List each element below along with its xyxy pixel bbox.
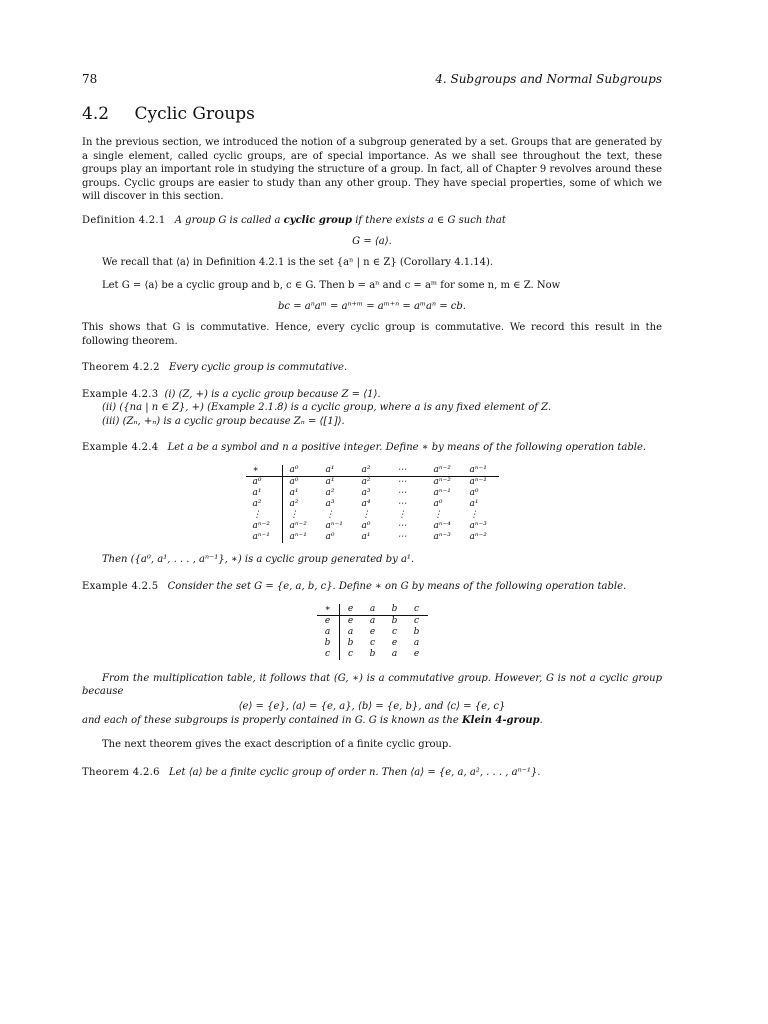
table-cell: ⋯ bbox=[397, 487, 407, 498]
table-row bbox=[317, 638, 428, 649]
klein-term: Klein 4-group bbox=[461, 714, 540, 726]
table-cell: ⋯ bbox=[397, 476, 407, 487]
section-heading bbox=[82, 104, 662, 124]
table-cell: aⁿ⁻¹ bbox=[433, 487, 451, 498]
table-header-row bbox=[246, 465, 499, 477]
table-cell: a² bbox=[361, 476, 371, 487]
table-cell: a⁴ bbox=[361, 498, 371, 509]
table-cell: a³ bbox=[361, 487, 371, 498]
table-cell: ⋮ bbox=[289, 509, 299, 520]
example-4-2-5 bbox=[82, 580, 662, 594]
table-cell: c bbox=[413, 615, 420, 626]
table-cell: aⁿ⁻¹ bbox=[246, 532, 283, 543]
example-4-2-4-then: Then ({a⁰, a¹, . . . , aⁿ⁻¹}, ∗) is a cyclic group generated by a¹. bbox=[102, 553, 415, 565]
definition-4-2-1 bbox=[82, 214, 662, 228]
table-cell: aⁿ⁻³ bbox=[433, 531, 451, 542]
page-number: 78 bbox=[82, 72, 98, 86]
table-header-cell: ∗ bbox=[317, 604, 340, 616]
table-cell: b bbox=[347, 637, 354, 648]
klein-end: . bbox=[539, 714, 543, 726]
example-4-2-4-text: Let a be a symbol and n a positive integer. Define ∗ by means of the following operation table. bbox=[167, 442, 647, 453]
table-cell: aⁿ⁻¹ bbox=[469, 476, 487, 487]
table-cell: a⁰ bbox=[433, 498, 443, 509]
table-cell: a bbox=[391, 648, 398, 659]
definition-text-before: A group G is called a bbox=[174, 214, 281, 226]
table-header-cell: c bbox=[406, 604, 428, 616]
table-cell: aⁿ⁻² bbox=[433, 476, 451, 487]
table-cell: b bbox=[391, 615, 398, 626]
table-header-cell: ∗ bbox=[246, 465, 283, 477]
table-cell: a² bbox=[246, 499, 283, 510]
example-4-2-5-text: Consider the set G = {e, a, b, c}. Define ∗ on G by means of the following operation table. bbox=[167, 581, 627, 592]
table-cell: a⁰ bbox=[325, 531, 335, 542]
table-cell: aⁿ⁻¹ bbox=[325, 520, 343, 531]
table-row bbox=[246, 499, 499, 510]
table-cell: aⁿ⁻² bbox=[289, 520, 307, 531]
table-cell: a¹ bbox=[325, 476, 335, 487]
table-cell: ⋯ bbox=[397, 531, 407, 542]
table-cell: a⁰ bbox=[361, 520, 371, 531]
table-cell: a bbox=[317, 627, 340, 638]
page bbox=[82, 70, 662, 779]
table-cell: a¹ bbox=[469, 498, 479, 509]
table-cell: c bbox=[391, 626, 398, 637]
theorem-4-2-6-label: Theorem 4.2.6 bbox=[82, 766, 160, 778]
table-cell: ⋯ bbox=[397, 498, 407, 509]
section-title: Cyclic Groups bbox=[134, 104, 255, 124]
example-4-2-3-i: (i) (Z, +) is a cyclic group because Z = ⟨1⟩. bbox=[164, 388, 381, 400]
table-cell: ⋯ bbox=[397, 520, 407, 531]
table-cell: b bbox=[369, 648, 376, 659]
table-cell: a bbox=[369, 615, 376, 626]
table-header-row bbox=[317, 604, 428, 616]
table-cell: e bbox=[391, 637, 398, 648]
table-cell: a⁰ bbox=[246, 476, 283, 488]
table-cell: aⁿ⁻³ bbox=[469, 520, 487, 531]
table-row bbox=[246, 521, 499, 532]
table-row bbox=[317, 649, 428, 660]
recall-paragraph: We recall that ⟨a⟩ in Definition 4.2.1 is the set {aⁿ | n ∈ Z} (Corollary 4.1.14). bbox=[102, 257, 494, 268]
intro-paragraph: In the previous section, we introduced the notion of a subgroup generated by a set. Groups that are generated by a single element, called cyclic groups, are of special importance. As we shall see throughout the text, these groups play an important role in studying the structure of a group. In fact, all of Chapter 9 revolves around these groups. Cyclic groups are easier to study than any other group. They have special properties, some of which we will discover in this section. bbox=[82, 137, 662, 202]
klein-paragraph bbox=[82, 714, 662, 728]
table-cell: ⋮ bbox=[397, 509, 407, 520]
operation-table-cyclic bbox=[246, 465, 499, 543]
table-header-cell: a² bbox=[355, 465, 391, 477]
table-header-cell: ⋯ bbox=[391, 465, 427, 477]
table-cell: e bbox=[413, 648, 420, 659]
theorem-4-2-6-text: Let ⟨a⟩ be a finite cyclic group of order n. Then ⟨a⟩ = {e, a, a², . . . , aⁿ⁻¹}. bbox=[168, 766, 541, 778]
example-4-2-5-label: Example 4.2.5 bbox=[82, 581, 159, 592]
table-cell: c bbox=[317, 649, 340, 660]
example-4-2-3 bbox=[82, 388, 662, 429]
definition-text-after: if there exists a ∈ G such that bbox=[355, 214, 506, 226]
theorem-4-2-2 bbox=[82, 361, 662, 375]
subgroups-display: ⟨e⟩ = {e}, ⟨a⟩ = {e, a}, ⟨b⟩ = {e, b}, and ⟨c⟩ = {e, c} bbox=[238, 700, 506, 712]
example-4-2-3-label: Example 4.2.3 bbox=[82, 388, 159, 400]
table-header-cell: a bbox=[362, 604, 384, 616]
section-number: 4.2 bbox=[82, 104, 110, 124]
table-header-cell: aⁿ⁻² bbox=[427, 465, 463, 477]
table-row bbox=[246, 532, 499, 543]
example-4-2-4 bbox=[82, 441, 662, 455]
definition-label: Definition 4.2.1 bbox=[82, 214, 166, 226]
table-cell: a bbox=[413, 637, 420, 648]
table-row bbox=[246, 488, 499, 499]
table-cell: b bbox=[317, 638, 340, 649]
commute-display: bc = aⁿaᵐ = aⁿ⁺ᵐ = aᵐ⁺ⁿ = aᵐaⁿ = cb. bbox=[278, 301, 466, 312]
table-cell: b bbox=[413, 626, 420, 637]
table-cell: e bbox=[347, 615, 354, 626]
table-row bbox=[246, 476, 499, 488]
running-title: 4. Subgroups and Normal Subgroups bbox=[435, 72, 662, 86]
let-paragraph: Let G = ⟨a⟩ be a cyclic group and b, c ∈ G. Then b = aⁿ and c = aᵐ for some n, m ∈ Z. Now bbox=[102, 279, 561, 291]
table-cell: a³ bbox=[325, 498, 335, 509]
klein-and-text: and each of these subgroups is properly contained in G. G is known as the bbox=[82, 714, 459, 726]
table-cell: a¹ bbox=[246, 488, 283, 499]
table-cell: aⁿ⁻¹ bbox=[289, 531, 307, 542]
table-cell: e bbox=[317, 615, 340, 627]
theorem-4-2-6 bbox=[82, 766, 662, 780]
table-header-cell: a¹ bbox=[319, 465, 355, 477]
definition-display: G = ⟨a⟩. bbox=[352, 236, 392, 247]
table-header-cell: aⁿ⁻¹ bbox=[463, 465, 499, 477]
example-4-2-4-label: Example 4.2.4 bbox=[82, 442, 159, 453]
example-4-2-3-iii: (iii) (Zₙ, +ₙ) is a cyclic group because Zₙ = ⟨[1]⟩. bbox=[102, 415, 345, 427]
table-cell: c bbox=[369, 637, 376, 648]
table-row bbox=[317, 627, 428, 638]
table-cell: ⋮ bbox=[469, 509, 479, 520]
shows-paragraph: This shows that G is commutative. Hence, every cyclic group is commutative. We record this result in the following theorem. bbox=[82, 322, 662, 347]
theorem-4-2-2-label: Theorem 4.2.2 bbox=[82, 362, 160, 373]
table-cell: a bbox=[347, 626, 354, 637]
table-cell: a¹ bbox=[361, 531, 371, 542]
table-cell: aⁿ⁻² bbox=[469, 531, 487, 542]
table-row bbox=[317, 615, 428, 627]
table-cell: aⁿ⁻⁴ bbox=[433, 520, 451, 531]
table-cell: ⋮ bbox=[246, 510, 283, 521]
definition-term: cyclic group bbox=[283, 214, 353, 226]
next-theorem-paragraph: The next theorem gives the exact description of a finite cyclic group. bbox=[102, 739, 452, 750]
theorem-4-2-2-text: Every cyclic group is commutative. bbox=[168, 362, 348, 373]
table-cell: c bbox=[347, 648, 354, 659]
table-cell: aⁿ⁻² bbox=[246, 521, 283, 532]
table-row bbox=[246, 510, 499, 521]
table-cell: ⋮ bbox=[433, 509, 443, 520]
table-cell: a⁰ bbox=[289, 476, 299, 487]
example-4-2-5-from: From the multiplication table, it follows that (G, ∗) is a commutative group. However, G is not a cyclic group because bbox=[82, 672, 662, 697]
table-cell: ⋮ bbox=[325, 509, 335, 520]
table-cell: a¹ bbox=[289, 487, 299, 498]
table-header-cell: a⁰ bbox=[282, 465, 319, 477]
table-cell: e bbox=[369, 626, 376, 637]
table-cell: a² bbox=[289, 498, 299, 509]
table-header-cell: e bbox=[339, 604, 362, 616]
table-cell: a⁰ bbox=[469, 487, 479, 498]
operation-table-klein bbox=[317, 604, 428, 660]
example-4-2-3-ii: (ii) ({na | n ∈ Z}, +) (Example 2.1.8) is a cyclic group, where a is any fixed element of Z. bbox=[102, 402, 552, 413]
running-header bbox=[82, 70, 662, 88]
table-cell: ⋮ bbox=[361, 509, 371, 520]
table-header-cell: b bbox=[384, 604, 406, 616]
table-cell: a² bbox=[325, 487, 335, 498]
